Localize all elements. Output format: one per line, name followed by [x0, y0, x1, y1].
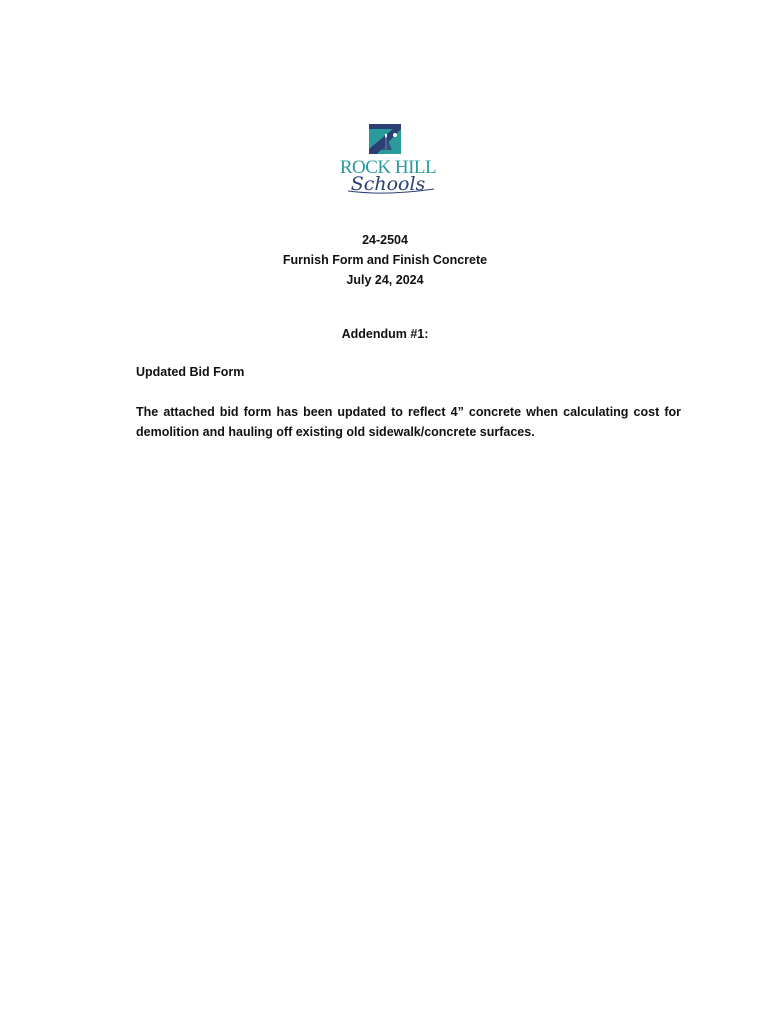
body-paragraph: The attached bid form has been updated to reflect 4” concrete when calculating cost for demolition and hauling off existing old sidewalk/concrete surfaces. — [136, 405, 681, 439]
bid-title: Furnish Form and Finish Concrete — [282, 253, 488, 267]
logo-wordmark-schools: Schools — [350, 173, 426, 195]
logo-wordmark-rock-hill: ROCK HILL — [339, 157, 437, 178]
bid-number: 24-2504 — [362, 233, 408, 247]
rock-hill-schools-logo — [336, 120, 440, 196]
document-header — [0, 230, 770, 290]
addendum-heading: Addendum #1: — [341, 327, 429, 341]
section-subheading: Updated Bid Form — [136, 365, 245, 379]
bid-date: July 24, 2024 — [346, 273, 424, 287]
